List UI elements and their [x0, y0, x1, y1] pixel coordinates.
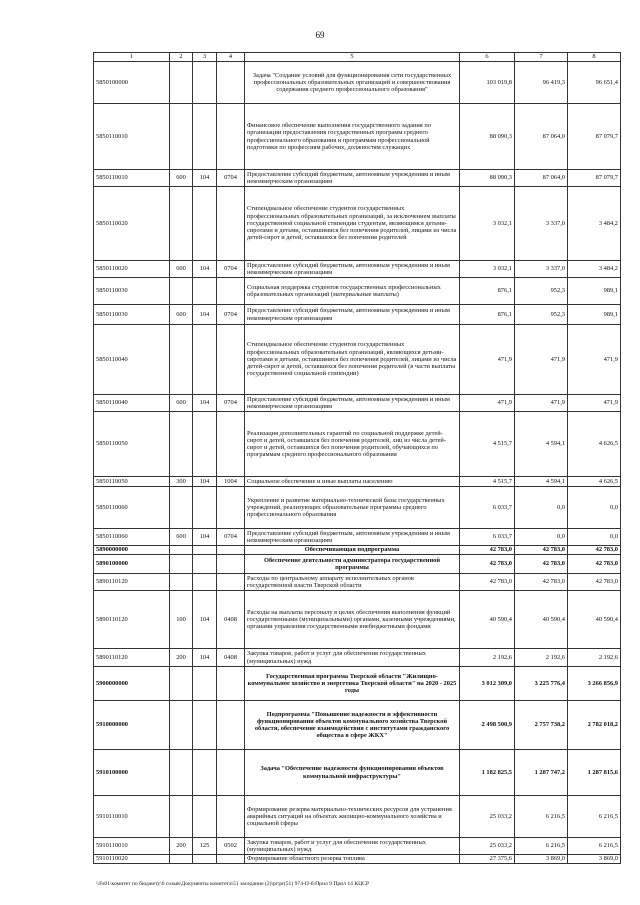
table-row: [94, 412, 621, 477]
expense-type-cell: 100: [170, 591, 193, 649]
item-name-cell: Предоставление субсидий бюджетным, автономным учреждениям и иным некоммерческим организациям: [245, 529, 460, 546]
item-name-cell: Реализация дополнительных гарантий по социальной поддержке детей-сирот и детей, оставшихся без попечения родителей, лиц из числа детей-сирот и детей, оставшихся без попечения родителей, обучающихся по программам среднего профессионального образования: [245, 412, 460, 477]
amount-year2-cell: 42 783,0: [515, 574, 568, 591]
kcsr-code-cell: 5900000000: [94, 667, 170, 701]
expense-type-cell: [170, 412, 193, 477]
kcsr-code-cell: 5850110050: [94, 412, 170, 477]
amount-year3-cell: 42 783,0: [568, 546, 621, 555]
amount-year3-cell: 3 484,2: [568, 187, 621, 261]
kcsr-code-cell: 5910110020: [94, 855, 170, 864]
header-cell: 5: [245, 53, 460, 62]
department-cell: [193, 574, 217, 591]
expense-type-cell: [170, 574, 193, 591]
table-row: [94, 62, 621, 104]
amount-year2-cell: 6 216,5: [515, 838, 568, 855]
item-name-cell: Расходы по центральному аппарату исполнительных органов государственной власти Тверской области: [245, 574, 460, 591]
department-cell: 104: [193, 529, 217, 546]
amount-year2-cell: 42 783,0: [515, 555, 568, 574]
expense-type-cell: 600: [170, 395, 193, 412]
amount-year2-cell: 3 225 776,4: [515, 667, 568, 701]
amount-year2-cell: 0,0: [515, 487, 568, 529]
header-row: [94, 53, 621, 62]
table-row: [94, 750, 621, 796]
item-name-cell: Задача "Обеспечение надежности функционирования объектов коммунальной инфраструктуры": [245, 750, 460, 796]
expense-type-cell: 600: [170, 305, 193, 325]
amount-year1-cell: 42 783,0: [460, 546, 515, 555]
amount-year2-cell: 42 783,0: [515, 546, 568, 555]
amount-year2-cell: 2 757 738,2: [515, 701, 568, 750]
item-name-cell: Предоставление субсидий бюджетным, автономным учреждениям и иным некоммерческим организациям: [245, 305, 460, 325]
amount-year1-cell: 42 783,0: [460, 555, 515, 574]
expense-type-cell: [170, 555, 193, 574]
amount-year3-cell: 6 216,5: [568, 838, 621, 855]
amount-year1-cell: 3 032,1: [460, 187, 515, 261]
kcsr-code-cell: 5890110120: [94, 649, 170, 667]
item-name-cell: Закупка товаров, работ и услуг для обеспечения государственных (муниципальных) нужд: [245, 838, 460, 855]
table-row: [94, 325, 621, 395]
expense-type-cell: [170, 750, 193, 796]
item-name-cell: Укрепление и развитие материально-технической базы государственных учреждений, реализующих образовательные программы среднего профессионального образования: [245, 487, 460, 529]
amount-year3-cell: 4 626,5: [568, 412, 621, 477]
kcsr-code-cell: 5910000000: [94, 701, 170, 750]
table-row: [94, 529, 621, 546]
amount-year1-cell: 103 019,8: [460, 62, 515, 104]
header-cell: 7: [515, 53, 568, 62]
expense-type-cell: 600: [170, 170, 193, 187]
header-cell: 2: [170, 53, 193, 62]
table-row: [94, 701, 621, 750]
table-row: [94, 187, 621, 261]
table-row: [94, 546, 621, 555]
department-cell: [193, 412, 217, 477]
department-cell: [193, 278, 217, 305]
table-body: [94, 62, 621, 864]
table-row: [94, 555, 621, 574]
section-cell: [217, 487, 245, 529]
section-cell: 0502: [217, 838, 245, 855]
amount-year3-cell: 989,1: [568, 278, 621, 305]
expense-type-cell: [170, 278, 193, 305]
kcsr-code-cell: 5850110010: [94, 104, 170, 170]
amount-year1-cell: 27 375,6: [460, 855, 515, 864]
amount-year2-cell: 471,9: [515, 395, 568, 412]
amount-year3-cell: 3 869,0: [568, 855, 621, 864]
amount-year3-cell: 989,1: [568, 305, 621, 325]
department-cell: [193, 667, 217, 701]
expense-type-cell: [170, 796, 193, 838]
amount-year1-cell: 1 182 825,5: [460, 750, 515, 796]
amount-year3-cell: 40 590,4: [568, 591, 621, 649]
section-cell: 0408: [217, 591, 245, 649]
table-row: [94, 170, 621, 187]
kcsr-code-cell: 5850110050: [94, 477, 170, 487]
amount-year1-cell: 88 090,3: [460, 170, 515, 187]
table-row: [94, 838, 621, 855]
section-cell: 0704: [217, 261, 245, 278]
department-cell: 104: [193, 395, 217, 412]
expense-type-cell: 600: [170, 261, 193, 278]
amount-year1-cell: 876,1: [460, 278, 515, 305]
department-cell: 125: [193, 838, 217, 855]
item-name-cell: Задача "Создание условий для функционирования сети государственных профессиональных образовательных организаций и совершенствования содержания среднего профессионального образования": [245, 62, 460, 104]
table-row: [94, 104, 621, 170]
expense-type-cell: [170, 325, 193, 395]
department-cell: 104: [193, 477, 217, 487]
amount-year2-cell: 4 594,1: [515, 412, 568, 477]
table-row: [94, 305, 621, 325]
kcsr-code-cell: 5890100000: [94, 555, 170, 574]
header-cell: 3: [193, 53, 217, 62]
kcsr-code-cell: 5850110020: [94, 187, 170, 261]
kcsr-code-cell: 5850110010: [94, 170, 170, 187]
amount-year1-cell: 88 090,3: [460, 104, 515, 170]
department-cell: [193, 187, 217, 261]
section-cell: [217, 278, 245, 305]
item-name-cell: Обеспечивающая подпрограмма: [245, 546, 460, 555]
amount-year1-cell: 25 033,2: [460, 838, 515, 855]
section-cell: [217, 325, 245, 395]
amount-year3-cell: 0,0: [568, 529, 621, 546]
expense-type-cell: 300: [170, 477, 193, 487]
amount-year2-cell: 471,9: [515, 325, 568, 395]
department-cell: 104: [193, 305, 217, 325]
item-name-cell: Стипендиальное обеспечение студентов государственных профессиональных образовательных организаций, за исключением выплаты государственной социальной стипендии студентам, являющимся детьми-сиротами и детьми, оставшимися без попечения родителей, лицами из числа детей-сирот и детей, оставшихся без попечения родителей: [245, 187, 460, 261]
item-name-cell: Обеспечение деятельности администратора государственной программы: [245, 555, 460, 574]
item-name-cell: Предоставление субсидий бюджетным, автономным учреждениям и иным некоммерческим организациям: [245, 170, 460, 187]
item-name-cell: Предоставление субсидий бюджетным, автономным учреждениям и иным некоммерческим организациям: [245, 261, 460, 278]
item-name-cell: Социальная поддержка студентов государственных профессиональных образовательных организаций (материальные выплаты): [245, 278, 460, 305]
kcsr-code-cell: 5850110030: [94, 305, 170, 325]
item-name-cell: Формирование резерва материально-технических ресурсов для устранения аварийных ситуаций на объектах жилищно-коммунального хозяйства и социальной сферы: [245, 796, 460, 838]
amount-year3-cell: 3 484,2: [568, 261, 621, 278]
item-name-cell: Социальное обеспечение и иные выплаты населению: [245, 477, 460, 487]
department-cell: [193, 701, 217, 750]
file-path-footer: \\Fs01\комитет по бюджету\6 созыв\Документы комитета\51 заседание (2)\pr\pr(51) 974-П-6\Прил 9 Прил 14 КЦСР: [96, 881, 369, 887]
header-cell: 4: [217, 53, 245, 62]
department-cell: [193, 104, 217, 170]
amount-year1-cell: 6 033,7: [460, 487, 515, 529]
department-cell: 104: [193, 261, 217, 278]
amount-year3-cell: 471,9: [568, 325, 621, 395]
section-cell: [217, 412, 245, 477]
amount-year1-cell: 2 498 500,9: [460, 701, 515, 750]
amount-year3-cell: 2 192,6: [568, 649, 621, 667]
section-cell: 1004: [217, 477, 245, 487]
item-name-cell: Государственная программа Тверской области "Жилищно-коммунальное хозяйство и энергетика Тверской области" на 2020 - 2025 годы: [245, 667, 460, 701]
amount-year2-cell: 952,3: [515, 305, 568, 325]
amount-year3-cell: 87 079,7: [568, 170, 621, 187]
section-cell: [217, 546, 245, 555]
item-name-cell: Финансовое обеспечение выполнения государственного задания по организации предоставления государственных программ среднего профессионального образования и программам профессиональной подготовки по профессиям рабочих, должностям служащих: [245, 104, 460, 170]
kcsr-code-cell: 5850110040: [94, 395, 170, 412]
expense-type-cell: [170, 855, 193, 864]
table-row: [94, 261, 621, 278]
amount-year2-cell: 3 869,0: [515, 855, 568, 864]
amount-year3-cell: 42 783,0: [568, 555, 621, 574]
section-cell: 0408: [217, 649, 245, 667]
table-row: [94, 278, 621, 305]
expense-type-cell: 200: [170, 649, 193, 667]
page-number: 69: [315, 30, 325, 40]
kcsr-code-cell: 5850110040: [94, 325, 170, 395]
section-cell: [217, 104, 245, 170]
amount-year3-cell: 2 782 018,2: [568, 701, 621, 750]
amount-year1-cell: 2 192,6: [460, 649, 515, 667]
header-cell: 6: [460, 53, 515, 62]
section-cell: [217, 855, 245, 864]
amount-year1-cell: 4 515,7: [460, 412, 515, 477]
table-row: [94, 477, 621, 487]
item-name-cell: Предоставление субсидий бюджетным, автономным учреждениям и иным некоммерческим организациям: [245, 395, 460, 412]
expense-type-cell: [170, 487, 193, 529]
budget-table: [93, 52, 621, 864]
amount-year2-cell: 3 337,0: [515, 187, 568, 261]
amount-year1-cell: 3 012 309,0: [460, 667, 515, 701]
section-cell: [217, 62, 245, 104]
table-row: [94, 667, 621, 701]
amount-year2-cell: 2 192,6: [515, 649, 568, 667]
item-name-cell: Стипендиальное обеспечение студентов государственных профессиональных образовательных организаций, являющихся детьми-сиротами и детьми, оставшимися без попечения родителей, лицами из числа детей-сирот и детей, оставшихся без попечения родителей (в части выплаты государственной социальной стипендии): [245, 325, 460, 395]
amount-year1-cell: 3 032,1: [460, 261, 515, 278]
kcsr-code-cell: 5890110120: [94, 591, 170, 649]
item-name-cell: Закупка товаров, работ и услуг для обеспечения государственных (муниципальных) нужд: [245, 649, 460, 667]
amount-year2-cell: 87 064,0: [515, 104, 568, 170]
kcsr-code-cell: 5850110020: [94, 261, 170, 278]
department-cell: [193, 855, 217, 864]
section-cell: 0704: [217, 395, 245, 412]
amount-year3-cell: 87 079,7: [568, 104, 621, 170]
amount-year2-cell: 87 064,0: [515, 170, 568, 187]
expense-type-cell: [170, 546, 193, 555]
section-cell: [217, 667, 245, 701]
section-cell: 0704: [217, 170, 245, 187]
table-row: [94, 574, 621, 591]
header-cell: 1: [94, 53, 170, 62]
kcsr-code-cell: 5850110060: [94, 487, 170, 529]
expense-type-cell: [170, 187, 193, 261]
section-cell: [217, 796, 245, 838]
department-cell: [193, 796, 217, 838]
table-row: [94, 591, 621, 649]
table-row: [94, 395, 621, 412]
department-cell: [193, 546, 217, 555]
amount-year2-cell: 4 594,1: [515, 477, 568, 487]
kcsr-code-cell: 5910110010: [94, 838, 170, 855]
amount-year1-cell: 471,9: [460, 325, 515, 395]
expense-type-cell: [170, 62, 193, 104]
department-cell: [193, 325, 217, 395]
table-row: [94, 855, 621, 864]
kcsr-code-cell: 5850100000: [94, 62, 170, 104]
amount-year3-cell: 42 783,0: [568, 574, 621, 591]
kcsr-code-cell: 5910110010: [94, 796, 170, 838]
table-row: [94, 487, 621, 529]
section-cell: [217, 701, 245, 750]
section-cell: [217, 750, 245, 796]
amount-year1-cell: 25 033,2: [460, 796, 515, 838]
department-cell: 104: [193, 591, 217, 649]
kcsr-code-cell: 5850110030: [94, 278, 170, 305]
amount-year1-cell: 40 590,4: [460, 591, 515, 649]
expense-type-cell: 600: [170, 529, 193, 546]
amount-year1-cell: 6 033,7: [460, 529, 515, 546]
expense-type-cell: [170, 667, 193, 701]
section-cell: [217, 555, 245, 574]
amount-year1-cell: 4 515,7: [460, 477, 515, 487]
kcsr-code-cell: 5910100000: [94, 750, 170, 796]
item-name-cell: Формирование областного резерва топлива: [245, 855, 460, 864]
amount-year2-cell: 0,0: [515, 529, 568, 546]
amount-year2-cell: 96 419,3: [515, 62, 568, 104]
amount-year2-cell: 40 590,4: [515, 591, 568, 649]
section-cell: [217, 574, 245, 591]
header-cell: 8: [568, 53, 621, 62]
amount-year2-cell: 6 216,5: [515, 796, 568, 838]
department-cell: [193, 62, 217, 104]
item-name-cell: Подпрограмма "Повышение надежности и эффективности функционирования объектов коммунального хозяйства Тверской области, обеспечение взаимодействия с институтами гражданского общества в сфере ЖКХ": [245, 701, 460, 750]
expense-type-cell: 200: [170, 838, 193, 855]
department-cell: 104: [193, 170, 217, 187]
kcsr-code-cell: 5850110060: [94, 529, 170, 546]
amount-year3-cell: 4 626,5: [568, 477, 621, 487]
expense-type-cell: [170, 104, 193, 170]
amount-year3-cell: 3 266 856,9: [568, 667, 621, 701]
section-cell: 0704: [217, 305, 245, 325]
table-row: [94, 649, 621, 667]
amount-year3-cell: 6 216,5: [568, 796, 621, 838]
amount-year2-cell: 952,3: [515, 278, 568, 305]
amount-year3-cell: 471,9: [568, 395, 621, 412]
amount-year2-cell: 3 337,0: [515, 261, 568, 278]
department-cell: 104: [193, 649, 217, 667]
section-cell: [217, 187, 245, 261]
kcsr-code-cell: 5890110120: [94, 574, 170, 591]
section-cell: 0704: [217, 529, 245, 546]
kcsr-code-cell: 5890000000: [94, 546, 170, 555]
table-row: [94, 796, 621, 838]
amount-year1-cell: 42 783,0: [460, 574, 515, 591]
item-name-cell: Расходы на выплаты персоналу в целях обеспечения выполнения функций государственными (муниципальными) органами, казенными учреждениями, органами управления государственными внебюджетными фондами: [245, 591, 460, 649]
amount-year3-cell: 1 287 815,6: [568, 750, 621, 796]
amount-year3-cell: 0,0: [568, 487, 621, 529]
expense-type-cell: [170, 701, 193, 750]
department-cell: [193, 555, 217, 574]
amount-year3-cell: 96 651,4: [568, 62, 621, 104]
amount-year1-cell: 471,9: [460, 395, 515, 412]
amount-year2-cell: 1 287 747,2: [515, 750, 568, 796]
amount-year1-cell: 876,1: [460, 305, 515, 325]
department-cell: [193, 750, 217, 796]
department-cell: [193, 487, 217, 529]
